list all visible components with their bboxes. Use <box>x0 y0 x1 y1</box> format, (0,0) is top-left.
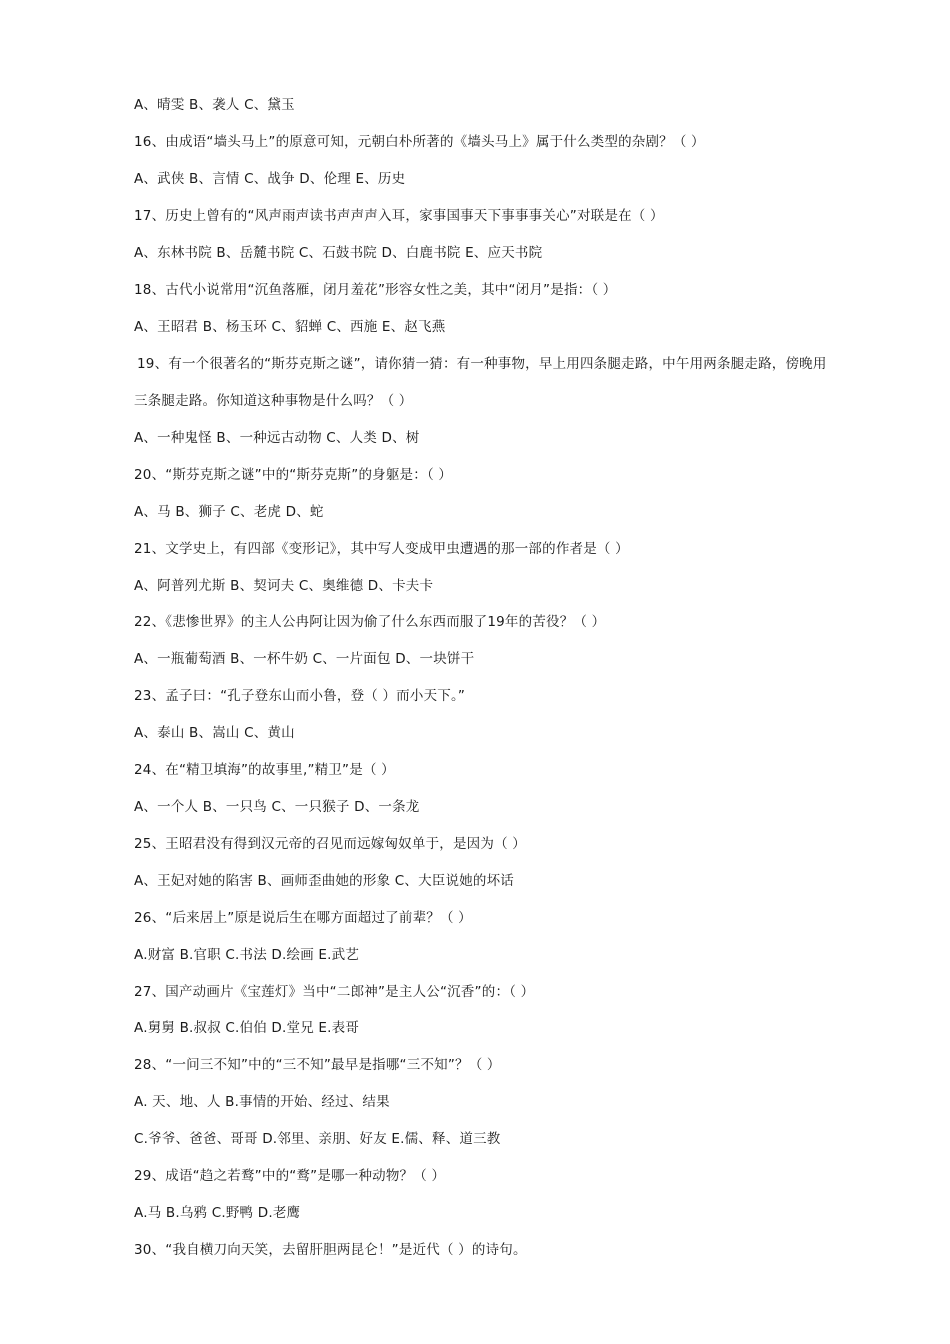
question-19-line-2: 三条腿走路。你知道这种事物是什么吗？（ ） <box>134 393 413 409</box>
answer-options-15: A、晴雯 B、袭人 C、黛玉 <box>134 97 295 113</box>
answer-options-25: A、王妃对她的陷害 B、画师歪曲她的形象 C、大臣说她的坏话 <box>134 873 515 889</box>
answer-options-19: A、一种鬼怪 B、一种远古动物 C、人类 D、树 <box>134 430 420 446</box>
question-16: 16、由成语“墙头马上”的原意可知，元朝白朴所著的《墙头马上》属于什么类型的杂剧？（ ） <box>134 134 705 150</box>
answer-options-21: A、阿普列尤斯 B、契诃夫 C、奥维德 D、卡夫卡 <box>134 578 434 594</box>
answer-options-26: A.财富 B.官职 C.书法 D.绘画 E.武艺 <box>134 947 360 963</box>
question-22: 22、《悲惨世界》的主人公冉阿让因为偷了什么东西而服了19年的苦役？（ ） <box>134 614 606 630</box>
question-29: 29、成语“趋之若鹜”中的“鹜”是哪一种动物？（ ） <box>134 1168 446 1184</box>
answer-options-22: A、一瓶葡萄酒 B、一杯牛奶 C、一片面包 D、一块饼干 <box>134 651 475 667</box>
answer-options-28-line-1: A. 天、地、人 B.事情的开始、经过、结果 <box>134 1094 390 1110</box>
question-17: 17、历史上曾有的“风声雨声读书声声声入耳，家事国事天下事事事关心”对联是在（ ） <box>134 208 664 224</box>
question-23: 23、孟子曰：“孔子登东山而小鲁，登（ ）而小天下。” <box>134 688 466 704</box>
answer-options-20: A、马 B、狮子 C、老虎 D、蛇 <box>134 504 324 520</box>
answer-options-16: A、武侠 B、言情 C、战争 D、伦理 E、历史 <box>134 171 406 187</box>
question-19-line-1: 19、有一个很著名的“斯芬克斯之谜”，请你猜一猜：有一种事物，早上用四条腿走路，中午用两条腿走路，傍晚用 <box>137 356 827 372</box>
question-30: 30、“我自横刀向天笑，去留肝胆两昆仑！”是近代（ ）的诗句。 <box>134 1242 527 1258</box>
question-20: 20、“斯芬克斯之谜”中的“斯芬克斯”的身躯是：（ ） <box>134 467 453 483</box>
answer-options-17: A、东林书院 B、岳麓书院 C、石鼓书院 D、白鹿书院 E、应天书院 <box>134 245 543 261</box>
answer-options-29: A.马 B.乌鸦 C.野鸭 D.老鹰 <box>134 1205 301 1221</box>
answer-options-27: A.舅舅 B.叔叔 C.伯伯 D.堂兄 E.表哥 <box>134 1020 360 1036</box>
answer-options-28-line-2: C.爷爷、爸爸、哥哥 D.邻里、亲朋、好友 E.儒、释、道三教 <box>134 1131 501 1147</box>
answer-options-18: A、王昭君 B、杨玉环 C、貂蝉 C、西施 E、赵飞燕 <box>134 319 446 335</box>
question-27: 27、国产动画片《宝莲灯》当中“二郎神”是主人公“沉香”的：（ ） <box>134 984 535 1000</box>
answer-options-23: A、泰山 B、嵩山 C、黄山 <box>134 725 295 741</box>
question-21: 21、文学史上，有四部《变形记》，其中写人变成甲虫遭遇的那一部的作者是（ ） <box>134 541 629 557</box>
question-26: 26、“后来居上”原是说后生在哪方面超过了前辈？（ ） <box>134 910 472 926</box>
question-25: 25、王昭君没有得到汉元帝的召见而远嫁匈奴单于，是因为（ ） <box>134 836 526 852</box>
question-24: 24、在“精卫填海”的故事里,”精卫”是（ ） <box>134 762 395 778</box>
question-28: 28、“一问三不知”中的“三不知”最早是指哪“三不知”？（ ） <box>134 1057 501 1073</box>
question-18: 18、古代小说常用“沉鱼落雁，闭月羞花”形容女性之美，其中“闭月”是指：（ ） <box>134 282 617 298</box>
answer-options-24: A、一个人 B、一只鸟 C、一只猴子 D、一条龙 <box>134 799 420 815</box>
